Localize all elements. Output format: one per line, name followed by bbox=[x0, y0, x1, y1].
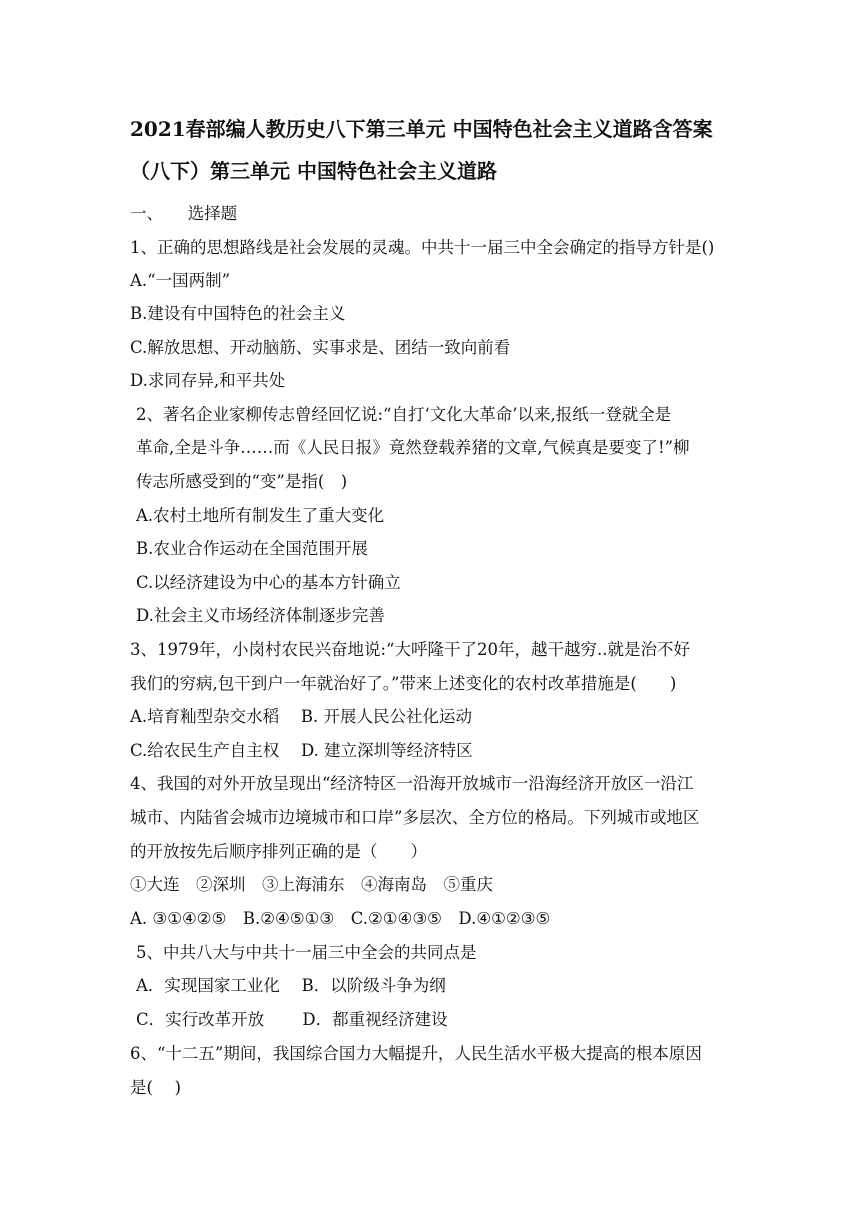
question-4-line: 城市、内陆省会城市边境城市和口岸”多层次、全方位的格局。下列城市或地区 bbox=[130, 808, 700, 827]
question-4: 4、我国的对外开放呈现出“经济特区一沿海开放城市一沿海经济开放区一沿江 bbox=[130, 774, 694, 793]
option-b: B.农业合作运动在全国范围开展 bbox=[136, 539, 368, 558]
question-2-line: 传志所感受到的“变”是指( ) bbox=[136, 472, 348, 491]
question-1: 1、正确的思想路线是社会发展的灵魂。中共十一届三中全会确定的指导方针是() bbox=[130, 238, 715, 257]
question-6-line: 是( ) bbox=[130, 1078, 182, 1097]
question-2-line: 革命,全是斗争……而《人民日报》竟然登载养猪的文章,气候真是要变了!”柳 bbox=[136, 438, 690, 457]
document-subtitle: （八下）第三单元 中国特色社会主义道路 bbox=[130, 159, 497, 183]
option-d: D.社会主义市场经济体制逐步完善 bbox=[136, 606, 385, 625]
option-a: A.“一国两制” bbox=[130, 271, 231, 290]
question-4-options: A. ③①④②⑤ B.②④⑤①③ C.②①④③⑤ D.④①②③⑤ bbox=[130, 909, 551, 928]
option-c: C.以经济建设为中心的基本方针确立 bbox=[136, 573, 401, 592]
options-ab: A.培育籼型杂交水稻 B. 开展人民公社化运动 bbox=[130, 707, 473, 726]
section-heading: 一、 选择题 bbox=[130, 204, 238, 223]
options-cd: C．实行改革开放 D．都重视经济建设 bbox=[136, 1010, 448, 1029]
question-3: 3、1979年，小岗村农民兴奋地说:“大呼隆干了20年，越干越穷..就是治不好 bbox=[130, 640, 690, 659]
question-4-line: 的开放按先后顺序排列正确的是（ ） bbox=[130, 842, 427, 861]
options-ab: A．实现国家工业化 B．以阶级斗争为纲 bbox=[136, 976, 446, 995]
document-title: 2021春部编人教历史八下第三单元 中国特色社会主义道路含答案 bbox=[130, 117, 713, 141]
question-5: 5、中共八大与中共十一届三中全会的共同点是 bbox=[136, 943, 477, 962]
question-3-line: 我们的穷病,包干到户一年就治好了。”带来上述变化的农村改革措施是( ) bbox=[130, 674, 677, 693]
option-a: A.农村土地所有制发生了重大变化 bbox=[136, 506, 385, 525]
question-4-items: ①大连 ②深圳 ③上海浦东 ④海南岛 ⑤重庆 bbox=[130, 875, 493, 894]
option-c: C.解放思想、开动脑筋、实事求是、团结一致向前看 bbox=[130, 338, 511, 357]
question-6: 6、“十二五”期间，我国综合国力大幅提升，人民生活水平极大提高的根本原因 bbox=[130, 1044, 702, 1063]
options-cd: C.给农民生产自主权 D. 建立深圳等经济特区 bbox=[130, 741, 473, 760]
option-d: D.求同存异,和平共处 bbox=[130, 371, 286, 390]
question-2: 2、著名企业家柳传志曾经回忆说:“自打‘文化大革命’以来,报纸一登就全是 bbox=[136, 405, 672, 424]
option-b: B.建设有中国特色的社会主义 bbox=[130, 304, 346, 323]
